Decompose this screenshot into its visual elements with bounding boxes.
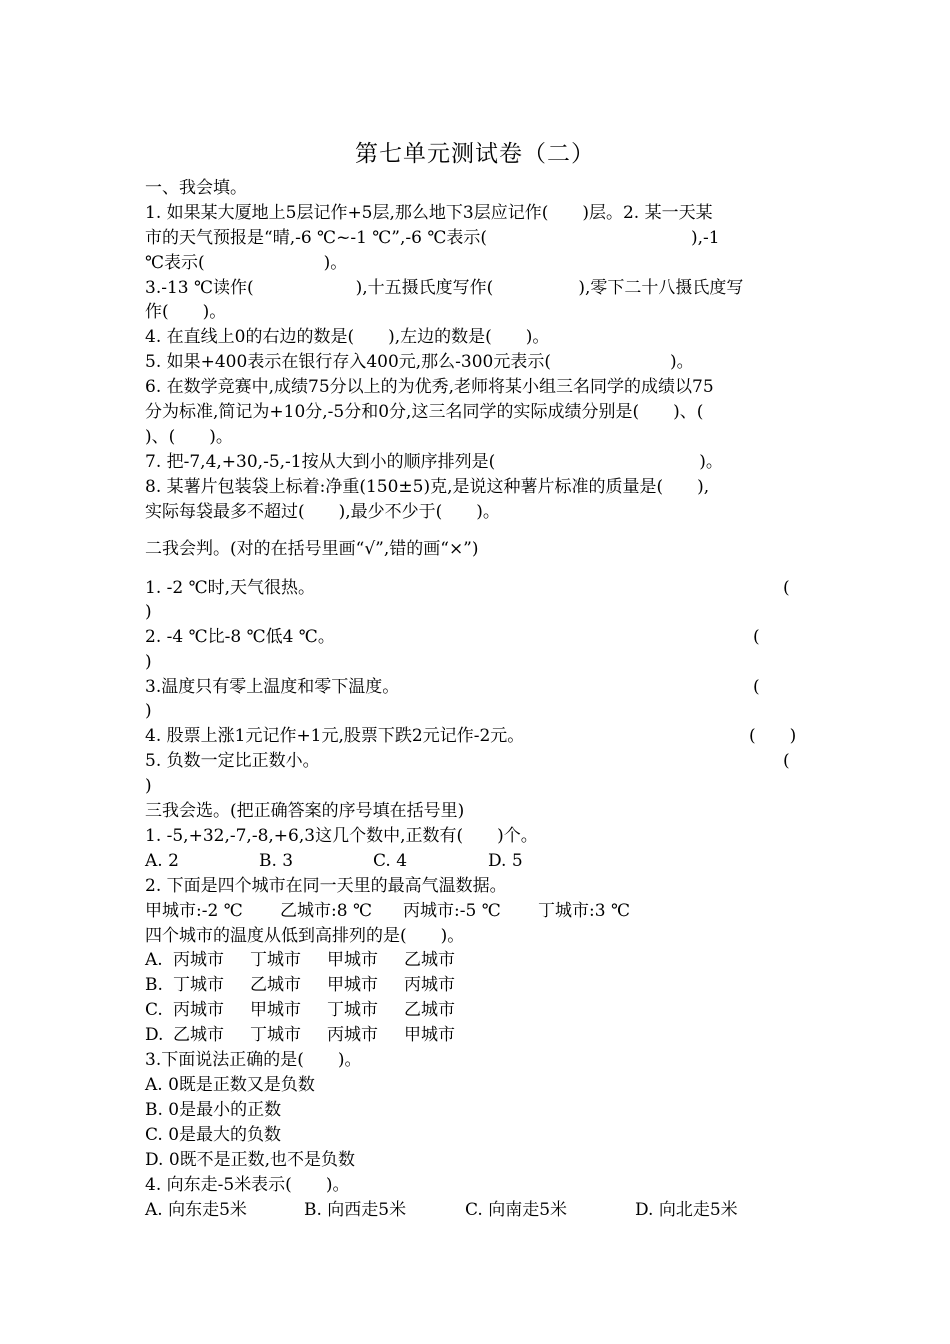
q2-option-letter: C. xyxy=(145,1000,163,1020)
section1-heading: 一、我会填。 xyxy=(145,178,247,198)
s1-line: 5. 如果+400表示在银行存入400元,那么-300元表示( )。 xyxy=(145,352,694,372)
judge-paren-open: ( xyxy=(783,578,790,598)
q2-option-city: 乙城市 xyxy=(404,1000,455,1020)
q4-option: A. 向东走5米 xyxy=(145,1200,247,1220)
s1-line: ℃表示( )。 xyxy=(145,253,348,273)
page-title: 第七单元测试卷（二） xyxy=(355,141,595,167)
q2-option-city: 丁城市 xyxy=(173,975,224,995)
q2-option-city: 丁城市 xyxy=(250,950,301,970)
q2-option-letter: B. xyxy=(145,975,163,995)
q2-option-letter: A. xyxy=(145,950,163,970)
q2-stem: 2. 下面是四个城市在同一天里的最高气温数据。 xyxy=(145,876,507,896)
q2-option-city: 甲城市 xyxy=(250,1000,301,1020)
q2-option-city: 甲城市 xyxy=(327,975,378,995)
q2-data: 丁城市:3 ℃ xyxy=(538,901,630,921)
q2-option-city: 丁城市 xyxy=(250,1025,301,1045)
s1-line: 8. 某薯片包装袋上标着:净重(150±5)克,是说这种薯片标准的质量是( ), xyxy=(145,477,710,497)
q4-option: C. 向南走5米 xyxy=(465,1200,568,1220)
q4-stem: 4. 向东走-5米表示( )。 xyxy=(145,1175,350,1195)
section2-heading: 二我会判。(对的在括号里画“√”,错的画“×”) xyxy=(145,539,479,559)
q2-option-city: 乙城市 xyxy=(250,975,301,995)
q2-option-city: 丙城市 xyxy=(327,1025,378,1045)
s1-line: 市的天气预报是“晴,-6 ℃~-1 ℃”,-6 ℃表示( ),-1 xyxy=(145,228,720,248)
s1-line: 7. 把-7,4,+30,-5,-1按从大到小的顺序排列是( )。 xyxy=(145,452,723,472)
q2-data: 乙城市:8 ℃ xyxy=(280,901,372,921)
q1-option: C. 4 xyxy=(373,851,408,871)
q3-stem: 3.下面说法正确的是( )。 xyxy=(145,1050,362,1070)
q3-option: D. 0既不是正数,也不是负数 xyxy=(145,1150,356,1170)
q1-option: B. 3 xyxy=(259,851,294,871)
q2-option-city: 丁城市 xyxy=(327,1000,378,1020)
q1-stem: 1. -5,+32,-7,-8,+6,3这几个数中,正数有( )个。 xyxy=(145,826,538,846)
q4-option: B. 向西走5米 xyxy=(304,1200,407,1220)
s1-line: )、( )。 xyxy=(145,427,233,447)
q2-option-city: 甲城市 xyxy=(404,1025,455,1045)
section3-heading: 三我会选。(把正确答案的序号填在括号里) xyxy=(145,801,465,821)
judge-item-text: 1. -2 ℃时,天气很热。 xyxy=(145,578,316,598)
q2-option-city: 甲城市 xyxy=(327,950,378,970)
s1-line: 3.-13 ℃读作( ),十五摄氏度写作( ),零下二十八摄氏度写 xyxy=(145,278,744,298)
judge-paren-open: ( xyxy=(753,677,760,697)
q2-option-city: 丙城市 xyxy=(173,1000,224,1020)
s1-line: 分为标准,简记为+10分,-5分和0分,这三名同学的实际成绩分别是( )、( xyxy=(145,402,704,422)
q2-option-city: 乙城市 xyxy=(404,950,455,970)
q2-option-city: 丙城市 xyxy=(173,950,224,970)
judge-item-text: 3.温度只有零上温度和零下温度。 xyxy=(145,677,400,697)
s1-line: 6. 在数学竞赛中,成绩75分以上的为优秀,老师将某小组三名同学的成绩以75 xyxy=(145,377,714,397)
q3-option: B. 0是最小的正数 xyxy=(145,1100,282,1120)
judge-paren-close: ) xyxy=(145,776,152,796)
judge-paren-open: ( xyxy=(753,627,760,647)
q3-option: A. 0既是正数又是负数 xyxy=(145,1075,315,1095)
s1-line: 1. 如果某大厦地上5层记作+5层,那么地下3层应记作( )层。2. 某一天某 xyxy=(145,203,713,223)
s1-line: 实际每袋最多不超过( ),最少不少于( )。 xyxy=(145,502,500,522)
judge-paren-open: ( xyxy=(783,751,790,771)
q3-option: C. 0是最大的负数 xyxy=(145,1125,282,1145)
q2-option-city: 乙城市 xyxy=(173,1025,224,1045)
judge-item-text: 5. 负数一定比正数小。 xyxy=(145,751,320,771)
judge-item-text: 2. -4 ℃比-8 ℃低4 ℃。 xyxy=(145,627,335,647)
q2-option-city: 丙城市 xyxy=(404,975,455,995)
q2-data: 丙城市:-5 ℃ xyxy=(403,901,501,921)
s1-line: 4. 在直线上0的右边的数是( ),左边的数是( )。 xyxy=(145,327,550,347)
judge-item-text: 4. 股票上涨1元记作+1元,股票下跌2元记作-2元。 xyxy=(145,726,525,746)
q2-question: 四个城市的温度从低到高排列的是( )。 xyxy=(145,926,465,946)
judge-paren-close: ) xyxy=(145,602,152,622)
judge-paren-close: ) xyxy=(145,701,152,721)
s1-line: 作( )。 xyxy=(145,302,227,322)
q4-option: D. 向北走5米 xyxy=(635,1200,738,1220)
judge-paren-close: ) xyxy=(145,652,152,672)
q1-option: A. 2 xyxy=(145,851,179,871)
judge-paren: ( ) xyxy=(749,726,797,746)
q1-option: D. 5 xyxy=(488,851,523,871)
q2-data: 甲城市:-2 ℃ xyxy=(145,901,243,921)
q2-option-letter: D. xyxy=(145,1025,164,1045)
